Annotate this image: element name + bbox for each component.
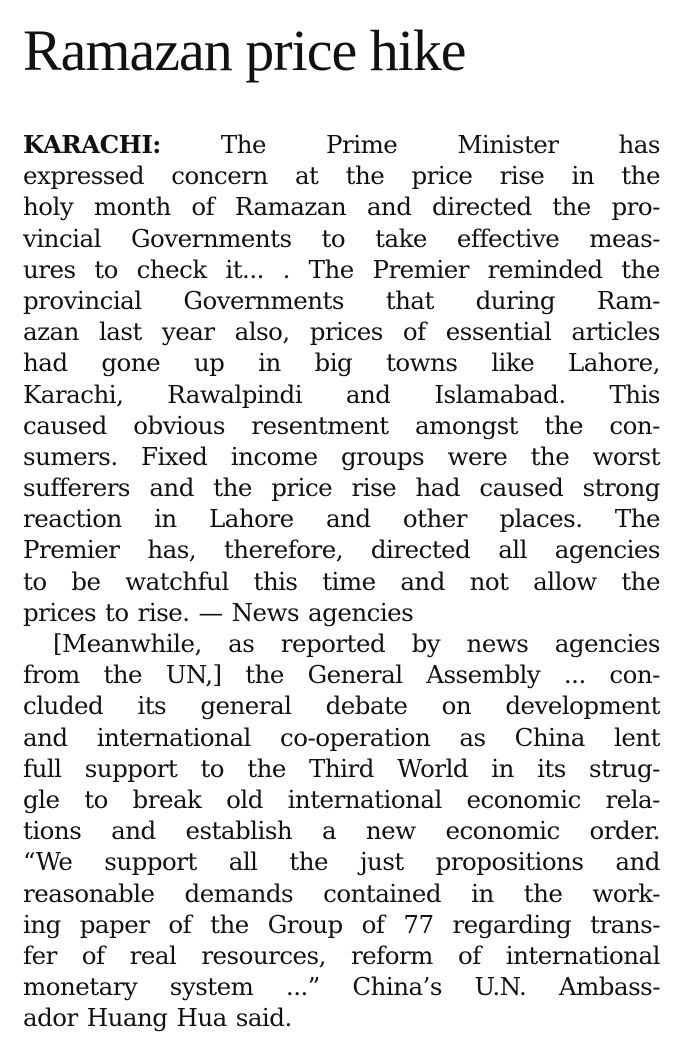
article-word: azan xyxy=(23,317,79,347)
article-word: Assembly xyxy=(426,660,541,690)
article-word: The xyxy=(308,254,354,284)
article-word: said. xyxy=(235,1003,292,1033)
article-word: trans- xyxy=(590,909,660,939)
article-word: paper xyxy=(79,909,150,939)
article-word: at xyxy=(294,161,319,191)
article-word: agencies xyxy=(554,535,660,565)
article-word: all xyxy=(228,847,258,877)
article-word: meas- xyxy=(589,223,660,253)
article-word: from xyxy=(23,660,80,690)
article-word: it... xyxy=(225,254,264,284)
article-line xyxy=(23,784,660,815)
article-line xyxy=(23,129,660,160)
article-line xyxy=(23,379,660,410)
article-line xyxy=(23,1002,660,1033)
article-word: to xyxy=(84,784,108,814)
article-word: obvious xyxy=(133,410,225,440)
article-word: allow xyxy=(533,566,597,596)
article-word: reported xyxy=(280,629,386,658)
article-word: of xyxy=(168,909,192,939)
article-word: support xyxy=(84,753,178,783)
article-word: and xyxy=(400,566,445,596)
article-word: on xyxy=(441,691,472,721)
article-word: support xyxy=(104,847,197,877)
article-word: places. xyxy=(499,504,583,534)
article-word: rise. xyxy=(137,597,190,627)
article-word: co-operation xyxy=(280,722,431,752)
article-word: China’s xyxy=(352,972,442,1002)
article-word: ... xyxy=(563,660,586,690)
article-line xyxy=(23,566,660,597)
article-word: agencies xyxy=(554,629,660,658)
article-word: Third xyxy=(309,753,374,783)
article-line xyxy=(23,285,660,316)
article-word: big xyxy=(314,348,353,378)
article-word: and xyxy=(366,192,412,222)
article-word: price xyxy=(271,473,333,503)
article-word: system xyxy=(169,972,254,1002)
article-word: just xyxy=(359,847,404,877)
article-word: U.N. xyxy=(474,972,527,1002)
article-word: not xyxy=(469,566,509,596)
article-word: income xyxy=(230,441,318,471)
article-line xyxy=(23,846,660,877)
article-word: ador xyxy=(23,1003,78,1033)
article-line xyxy=(23,223,660,254)
article-line xyxy=(23,753,660,784)
article-word: to xyxy=(23,566,47,596)
article-word: amongst xyxy=(415,410,519,440)
article-word: international xyxy=(96,722,251,752)
dateline: KARACHI: xyxy=(23,130,161,159)
article-word: gone xyxy=(101,348,161,378)
article-word: reaction xyxy=(23,504,122,534)
article-word: and xyxy=(149,473,194,503)
article-word: has, xyxy=(147,535,197,565)
article-word: provincial xyxy=(23,285,142,315)
article-word: had xyxy=(415,473,461,503)
article-line xyxy=(23,690,660,721)
article-word: old xyxy=(226,784,263,814)
article-word: international xyxy=(287,784,442,814)
article-word: gle xyxy=(23,784,60,814)
article-word: new xyxy=(365,816,416,846)
article-word: China xyxy=(514,722,585,752)
article-word: Fixed xyxy=(141,441,208,471)
article-word: the xyxy=(621,254,660,284)
article-word: break xyxy=(132,784,202,814)
article-word: had xyxy=(23,348,68,378)
article-word: take xyxy=(375,223,427,253)
article-word: Premier xyxy=(23,535,120,565)
article-line xyxy=(23,191,660,222)
article-word: like xyxy=(491,348,535,378)
article-word: Governments xyxy=(183,285,344,315)
article-word: the xyxy=(530,441,570,471)
article-word: rise xyxy=(351,473,397,503)
article-word: as xyxy=(459,722,486,752)
article-word: UN,] xyxy=(165,660,222,690)
article-word: order. xyxy=(589,816,660,846)
article-word: has xyxy=(618,130,660,159)
news-article xyxy=(23,18,660,1033)
article-word: to xyxy=(94,254,118,284)
article-word: in xyxy=(491,753,514,783)
article-word: Hua xyxy=(176,1003,227,1033)
article-word: during xyxy=(475,285,556,315)
article-word: directed xyxy=(432,192,532,222)
article-line xyxy=(23,534,660,565)
article-word: 77 xyxy=(403,909,434,939)
article-word: the xyxy=(245,660,284,690)
article-word: contained xyxy=(323,878,442,908)
article-word: to xyxy=(321,223,346,253)
article-word: resentment xyxy=(251,410,389,440)
article-word: vincial xyxy=(23,223,101,253)
article-word: debate xyxy=(325,691,408,721)
article-word: Lahore xyxy=(209,504,294,534)
article-word: Premier xyxy=(372,254,469,284)
article-word: up xyxy=(193,348,225,378)
article-word: Governments xyxy=(130,223,292,253)
article-word: other xyxy=(402,504,467,534)
article-word: worst xyxy=(592,441,660,471)
article-word: rela- xyxy=(605,784,660,814)
article-word: demands xyxy=(184,878,294,908)
article-word: expressed xyxy=(23,161,145,191)
article-word: news xyxy=(466,629,529,658)
article-line xyxy=(23,659,660,690)
article-word: News xyxy=(231,597,300,627)
article-word: check xyxy=(136,254,207,284)
article-line xyxy=(23,254,660,285)
article-line xyxy=(23,410,660,441)
article-word: This xyxy=(609,379,660,409)
article-word: of xyxy=(402,317,426,347)
article-word: effective xyxy=(456,223,560,253)
article-word: be xyxy=(71,566,101,596)
article-line xyxy=(23,347,660,378)
article-word: Karachi, xyxy=(23,379,124,409)
article-word: General xyxy=(307,660,403,690)
article-word: ures xyxy=(23,254,76,284)
article-word: in xyxy=(471,878,494,908)
article-word: reasonable xyxy=(23,878,155,908)
article-word: monetary xyxy=(23,972,138,1002)
article-word: of xyxy=(361,909,385,939)
article-word: year xyxy=(161,317,215,347)
article-word: to xyxy=(105,597,129,627)
article-word: holy xyxy=(23,192,74,222)
article-word: [Meanwhile, xyxy=(53,629,202,658)
article-word: essential xyxy=(445,317,552,347)
article-word: its xyxy=(137,691,167,721)
article-word: full xyxy=(23,753,62,783)
article-word: the xyxy=(103,660,143,690)
article-word: and xyxy=(23,722,68,752)
article-word: work- xyxy=(592,878,660,908)
article-word: Ambass- xyxy=(558,972,660,1002)
article-line xyxy=(23,472,660,503)
article-word: of xyxy=(457,940,481,970)
article-word: of xyxy=(81,940,105,970)
article-line xyxy=(23,909,660,940)
article-word: watchful xyxy=(125,566,229,596)
article-word: strong xyxy=(582,473,660,503)
article-word: towns xyxy=(386,348,458,378)
article-word: by xyxy=(411,629,441,658)
article-line xyxy=(23,940,660,971)
article-line xyxy=(23,815,660,846)
article-word: a xyxy=(322,816,337,846)
article-word: the xyxy=(210,909,249,939)
article-word: groups xyxy=(340,441,425,471)
article-word: sumers. xyxy=(23,441,118,471)
article-word: economic xyxy=(445,816,560,846)
article-word: the xyxy=(552,192,591,222)
article-word: this xyxy=(253,566,298,596)
article-word: and xyxy=(111,816,156,846)
article-line xyxy=(23,971,660,1002)
article-word: regarding xyxy=(452,909,572,939)
article-word: rise xyxy=(499,161,545,191)
article-word: development xyxy=(505,691,660,721)
article-word: in xyxy=(154,504,177,534)
article-word: international xyxy=(505,940,660,970)
article-word: sufferers xyxy=(23,473,130,503)
headline: Ramazan price hike xyxy=(23,18,466,83)
article-word: caused xyxy=(23,410,107,440)
article-word: con- xyxy=(609,410,660,440)
article-word: month xyxy=(93,192,171,222)
article-body xyxy=(23,129,660,1033)
article-word: strug- xyxy=(589,753,660,783)
article-word: and xyxy=(325,504,371,534)
article-word: economic xyxy=(466,784,581,814)
article-word: Huang xyxy=(86,1003,168,1033)
article-word: the xyxy=(213,473,252,503)
article-word: concern xyxy=(171,161,268,191)
article-word: propositions xyxy=(435,847,584,877)
article-word: the xyxy=(523,878,563,908)
article-word: general xyxy=(200,691,292,721)
article-word: to xyxy=(200,753,225,783)
article-line xyxy=(23,628,660,659)
article-word: — xyxy=(198,597,223,627)
article-word: the xyxy=(247,753,286,783)
article-word: that xyxy=(385,285,434,315)
article-word: the xyxy=(544,410,584,440)
article-word: real xyxy=(129,940,177,970)
article-word: also, xyxy=(234,317,290,347)
article-word: ...” xyxy=(285,972,320,1002)
article-word: the xyxy=(621,161,660,191)
article-word: and xyxy=(345,379,391,409)
article-word: Prime xyxy=(326,130,398,159)
article-word: tions xyxy=(23,816,82,846)
article-word: reminded xyxy=(487,254,603,284)
article-word: con- xyxy=(609,660,660,690)
article-word: World xyxy=(397,753,469,783)
article-word: articles xyxy=(571,317,660,347)
article-line xyxy=(23,316,660,347)
article-line xyxy=(23,878,660,909)
article-word: . xyxy=(282,254,290,284)
article-word: all xyxy=(498,535,527,565)
article-word: time xyxy=(322,566,376,596)
article-word: “We xyxy=(23,847,73,877)
article-word: lent xyxy=(614,722,660,752)
article-word: last xyxy=(98,317,142,347)
article-word: agencies xyxy=(308,597,414,627)
article-word: establish xyxy=(185,816,293,846)
article-word: directed xyxy=(370,535,471,565)
article-word: and xyxy=(615,847,660,877)
article-word: reform xyxy=(350,940,433,970)
article-word: Islamabad. xyxy=(434,379,566,409)
article-word: price xyxy=(411,161,473,191)
article-word: of xyxy=(191,192,215,222)
article-word: as xyxy=(228,629,255,658)
article-word: the xyxy=(345,161,385,191)
article-word: pro- xyxy=(611,192,660,222)
article-word: in xyxy=(258,348,281,378)
article-word: Ramazan xyxy=(234,192,347,222)
article-word: therefore, xyxy=(223,535,344,565)
article-word: the xyxy=(621,566,660,596)
article-word: prices xyxy=(23,597,97,627)
article-word: caused xyxy=(479,473,564,503)
article-word: fer xyxy=(23,940,57,970)
article-word: prices xyxy=(309,317,383,347)
article-line xyxy=(23,503,660,534)
article-word: in xyxy=(571,161,595,191)
article-line xyxy=(23,597,660,628)
article-word: the xyxy=(289,847,329,877)
article-word: ing xyxy=(23,909,61,939)
article-word: were xyxy=(447,441,508,471)
article-line xyxy=(23,441,660,472)
article-word: its xyxy=(537,753,566,783)
article-word: The xyxy=(220,130,266,159)
article-line xyxy=(23,722,660,753)
article-word: Rawalpindi xyxy=(167,379,303,409)
article-word: Ram- xyxy=(596,285,660,315)
article-line xyxy=(23,160,660,191)
article-word: Lahore, xyxy=(568,348,660,378)
article-word: Minister xyxy=(457,130,559,159)
article-word: Group xyxy=(267,909,343,939)
article-word: The xyxy=(614,504,660,534)
article-word: resources, xyxy=(201,940,326,970)
article-word: cluded xyxy=(23,691,104,721)
